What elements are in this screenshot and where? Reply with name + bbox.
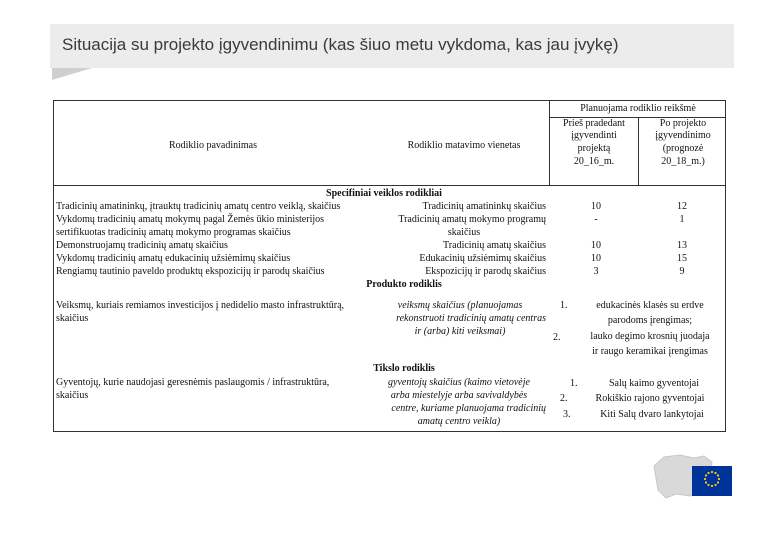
- row-before: 3: [593, 266, 599, 277]
- row-after: 12: [677, 201, 687, 212]
- row-unit-line: gyventojų skaičius (kaimo vietovėje: [388, 377, 530, 388]
- row-unit-line: veiksmų skaičius (planuojamas: [397, 300, 523, 311]
- header-measure-unit: Rodiklio matavimo vienetas: [407, 140, 521, 151]
- row-unit: Tradicinių amatų skaičius: [443, 240, 546, 251]
- header-after-line: 20_18_m.): [661, 156, 705, 167]
- list-item-number: 2.: [553, 332, 561, 343]
- header-indicator-name: Rodiklio pavadinimas: [168, 140, 258, 151]
- header-after-line: (prognozė: [662, 143, 704, 154]
- row-after: 1: [679, 214, 685, 225]
- row-unit: Tradicinių amatininkų skaičius: [422, 201, 546, 212]
- list-item-text: edukacinės klasės su erdve: [596, 300, 704, 311]
- header-before-line: Prieš pradedant: [563, 118, 625, 129]
- row-name: Tradicinių amatininkų, įtrauktų tradicinių amatų centro veiklą, skaičius: [56, 201, 341, 212]
- row-unit-line: arba miestelyje arba savivaldybės: [390, 390, 528, 401]
- list-item-number: 2.: [560, 393, 568, 404]
- list-item-number: 1.: [570, 378, 578, 389]
- row-name-line: skaičius: [56, 390, 89, 401]
- row-unit: Edukacinių užsiėmimų skaičius: [419, 253, 546, 264]
- list-item-text: Salų kaimo gyventojai: [609, 378, 699, 389]
- header-divider: [54, 185, 726, 186]
- row-before: 10: [591, 240, 601, 251]
- row-unit-line: rekonstruoti tradicinių amatų centras: [396, 313, 546, 324]
- row-before: 10: [591, 253, 601, 264]
- list-item-number: 3.: [563, 409, 571, 420]
- row-unit: Tradicinių amatų mokymo programų: [398, 214, 546, 225]
- eu-lithuania-logo: [650, 452, 736, 504]
- row-before: 10: [591, 201, 601, 212]
- header-before-line: 20_16_m.: [573, 156, 615, 167]
- list-item-text: Rokiškio rajono gyventojai: [595, 393, 705, 404]
- row-before: -: [594, 214, 598, 225]
- row-name: Rengiamų tautinio paveldo produktų ekspozicijų ir parodų skaičius: [56, 266, 325, 277]
- header-planned-value: Planuojama rodiklio reikšmė: [580, 103, 696, 114]
- header-after-line: Po projekto: [659, 118, 707, 129]
- title-bar: [50, 24, 734, 68]
- row-unit-line: amatų centro veikla): [417, 416, 501, 427]
- row-after: 9: [679, 266, 685, 277]
- row-name: sertifikuotas tradicinių amatų mokymo programas skaičius: [56, 227, 291, 238]
- header-before-line: įgyvendinti: [571, 130, 617, 141]
- slide-title: Situacija su projekto įgyvendinimu (kas šiuo metu vykdoma, kas jau įvykę): [62, 35, 619, 54]
- row-after: 15: [677, 253, 687, 264]
- section-specific-indicators: Specifiniai veiklos rodikliai: [326, 188, 442, 199]
- row-name: Vykdomų tradicinių amatų mokymų pagal Žemės ūkio ministerijos: [56, 214, 325, 225]
- section-result-indicator: Tikslo rodiklis: [373, 363, 435, 374]
- row-name-line: Veiksmų, kuriais remiamos investicijos į nedidelio masto infrastruktūrą,: [56, 300, 345, 311]
- header-after-line: įgyvendinimo: [655, 130, 711, 141]
- logo-graphic: [650, 452, 736, 504]
- row-name-line: Gyventojų, kurie naudojasi geresnėmis paslaugomis / infrastruktūra,: [56, 377, 330, 388]
- list-item-number: 1.: [560, 300, 568, 311]
- row-name: Demonstruojamų tradicinių amatų skaičius: [56, 240, 228, 251]
- row-unit-line: ir (arba) kiti veiksmai): [414, 326, 506, 337]
- list-item-text: Kiti Salų dvaro lankytojai: [600, 409, 704, 420]
- section-product-indicator: Produkto rodiklis: [366, 279, 442, 290]
- row-name: Vykdomų tradicinių amatų edukacinių užsiėmimų skaičius: [56, 253, 291, 264]
- list-item-text: parodoms įrengimas;: [607, 315, 693, 326]
- row-after: 13: [677, 240, 687, 251]
- list-item-text: lauko degimo krosnių juodaja: [590, 331, 710, 342]
- row-unit: Ekspozicijų ir parodų skaičius: [425, 266, 546, 277]
- eu-flag-icon: [692, 466, 732, 496]
- row-unit-line: centre, kuriame planuojama tradicinių: [391, 403, 546, 414]
- planned-col-divider: [638, 117, 639, 185]
- list-item-text: ir raugo keramikai įrengimas: [592, 346, 708, 357]
- indicator-table: [53, 100, 726, 432]
- row-name-line: skaičius: [56, 313, 89, 324]
- title-tab-decoration: [52, 68, 92, 80]
- header-before-line: projektą: [577, 143, 611, 154]
- row-unit: skaičius: [447, 227, 481, 238]
